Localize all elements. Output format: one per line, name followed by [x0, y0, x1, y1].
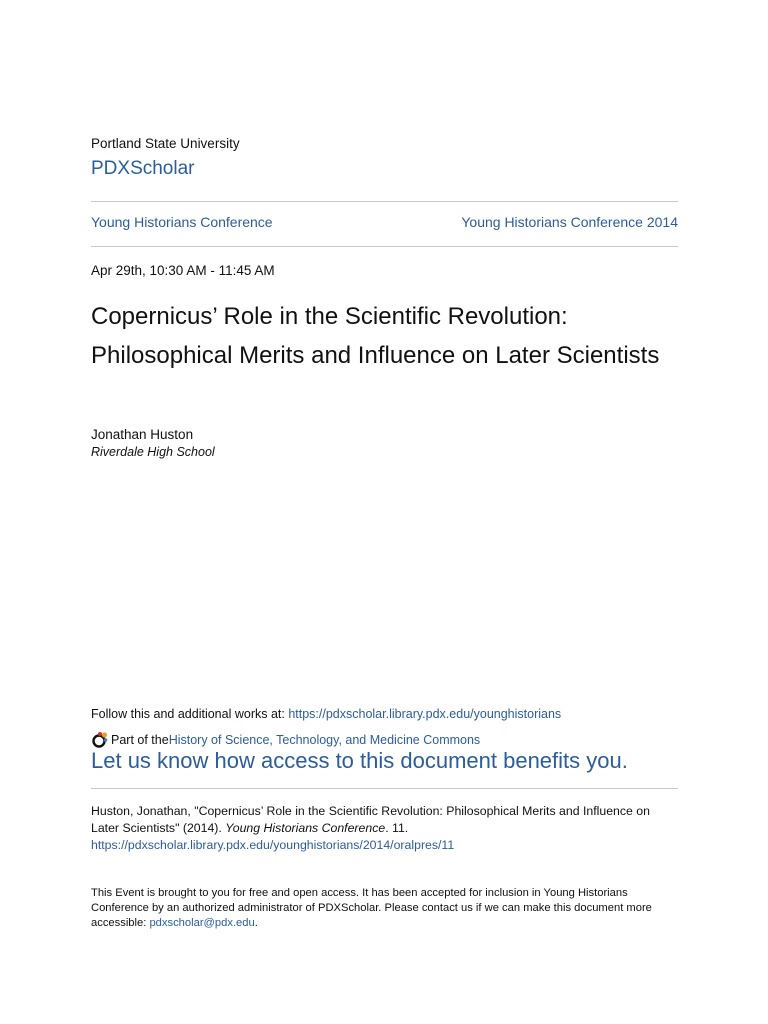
part-of-line — [91, 731, 480, 749]
cover-page — [91, 0, 678, 1024]
network-icon — [91, 731, 109, 749]
feedback-link[interactable]: Let us know how access to this document benefits you. — [91, 748, 628, 773]
follow-prefix: Follow this and additional works at: — [91, 707, 289, 721]
event-time: Apr 29th, 10:30 AM - 11:45 AM — [91, 263, 275, 278]
document-title: Copernicus’ Role in the Scientific Revolution: Philosophical Merits and Influence on Later Scientists — [91, 303, 660, 369]
citation-block — [91, 803, 678, 854]
access-notice — [91, 886, 678, 931]
divider-top — [91, 201, 678, 202]
breadcrumb-year-link[interactable]: Young Historians Conference 2014 — [461, 214, 678, 230]
breadcrumb-conference-link[interactable]: Young Historians Conference — [91, 214, 273, 230]
follow-url-link[interactable]: https://pdxscholar.library.pdx.edu/younghistorians — [288, 707, 562, 721]
citation-journal: Young Historians Conference — [225, 821, 386, 835]
commons-link[interactable]: History of Science, Technology, and Medicine Commons — [168, 733, 481, 747]
notice-end: . — [254, 917, 258, 929]
follow-line — [91, 707, 561, 721]
author-name: Jonathan Huston — [91, 427, 194, 442]
contact-email-link[interactable]: pdxscholar@pdx.edu — [149, 917, 255, 929]
repository-link[interactable]: PDXScholar — [91, 158, 195, 179]
divider-citation — [91, 788, 678, 789]
citation-text: Huston, Jonathan, "Copernicus’ Role in the Scientific Revolution: Philosophical Merits and Influence on Later Scientists" (2014). — [91, 804, 650, 835]
citation-suffix: . 11. — [385, 821, 409, 835]
divider-breadcrumb — [91, 246, 678, 247]
notice-text: This Event is brought to you for free and open access. It has been accepted for inclusion in Young Historians Conference by an authorized administrator of PDXScholar. Please contact us if we can make this document more accessible: — [91, 887, 652, 929]
citation-url-link[interactable]: https://pdxscholar.library.pdx.edu/younghistorians/2014/oralpres/11 — [91, 838, 455, 852]
institution-name: Portland State University — [91, 136, 240, 151]
part-of-prefix: Part of the — [111, 733, 169, 747]
author-affiliation: Riverdale High School — [91, 445, 215, 459]
